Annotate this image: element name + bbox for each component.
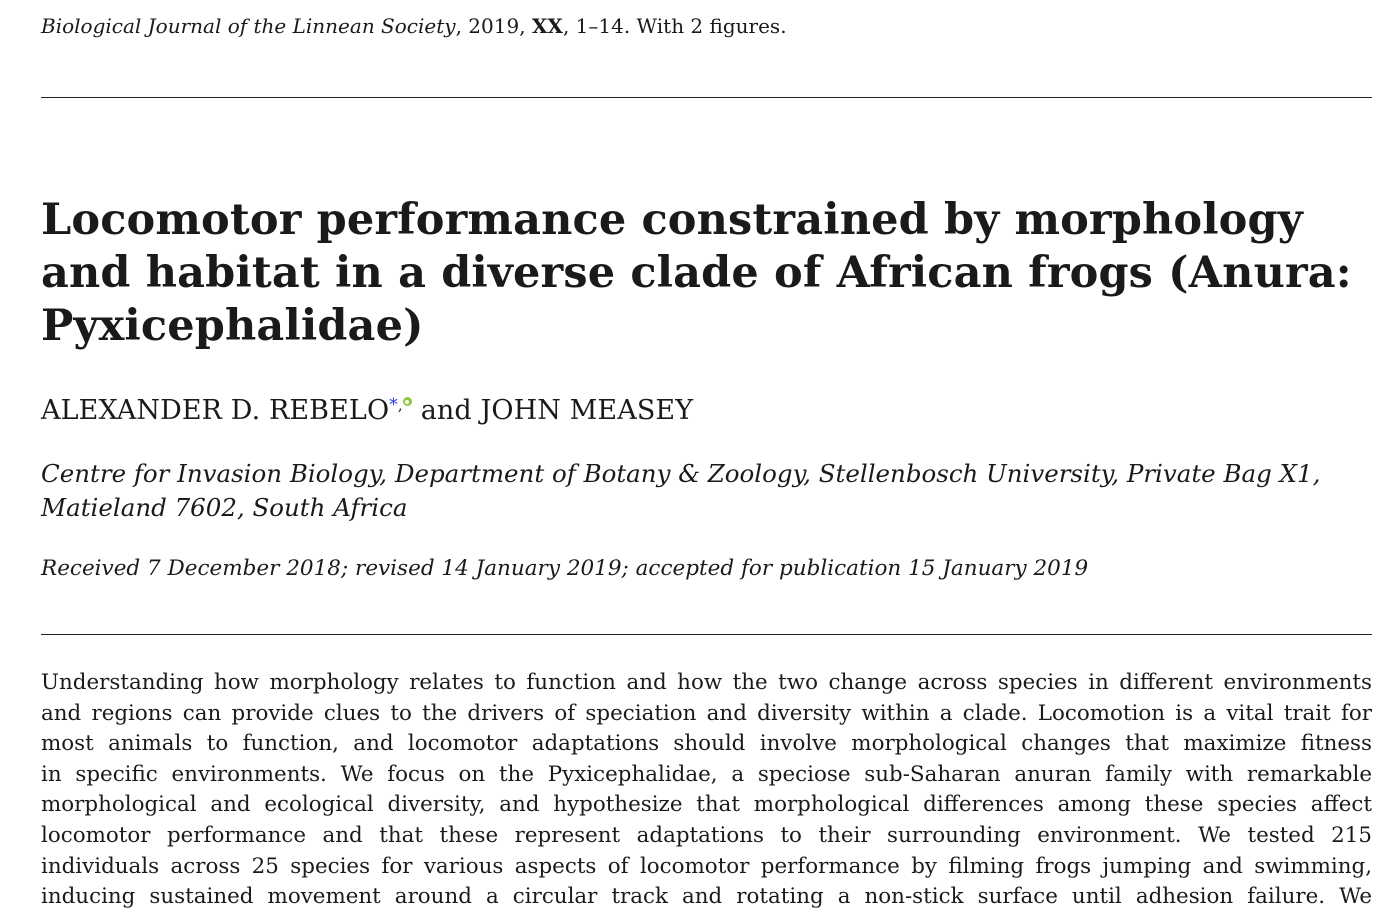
abstract-line: morphological and ecological diversity, and hypothesize that morphological differences among these species affect bbox=[41, 792, 1372, 818]
abstract-line: and regions can provide clues to the drivers of speciation and diversity within a clade. Locomotion is a vital trait for bbox=[41, 700, 1372, 726]
journal-name: Biological Journal of the Linnean Society bbox=[41, 14, 456, 38]
pages-figures: , 1–14. With 2 figures. bbox=[562, 14, 787, 38]
affiliation-line: Matieland 7602, South Africa bbox=[41, 493, 408, 522]
publication-dates: Received 7 December 2018; revised 14 January 2019; accepted for publication 15 January 2019 bbox=[41, 556, 1089, 581]
abstract-line: in specific environments. We focus on the Pyxicephalidae, a speciose sub-Saharan anuran family with remarkable bbox=[41, 761, 1372, 787]
abstract-line: individuals across 25 species for various aspects of locomotor performance by filming frogs jumping and swimming, bbox=[41, 853, 1372, 879]
title-line: and habitat in a diverse clade of African frogs (Anura: bbox=[41, 248, 1352, 298]
abstract-divider bbox=[41, 634, 1372, 635]
affiliation bbox=[41, 457, 1372, 525]
author-list bbox=[41, 395, 693, 426]
volume: XX bbox=[531, 14, 563, 38]
mark-separator: , bbox=[397, 396, 403, 414]
running-head bbox=[41, 14, 787, 38]
orcid-icon[interactable] bbox=[403, 397, 412, 406]
corresponding-author-mark[interactable]: * bbox=[389, 395, 398, 415]
abstract-line: inducing sustained movement around a circular track and rotating a non-stick surface until adhesion failure. We bbox=[41, 884, 1372, 910]
abstract-line: most animals to function, and locomotor adaptations should involve morphological changes that maximize fitness bbox=[41, 731, 1372, 757]
abstract bbox=[41, 668, 1372, 913]
affiliation-line: Centre for Invasion Biology, Department of Botany & Zoology, Stellenbosch University, Private Bag X1, bbox=[41, 459, 1321, 488]
abstract-line: Understanding how morphology relates to function and how the two change across species in different environments bbox=[41, 670, 1372, 695]
year: , 2019, bbox=[455, 14, 532, 38]
article-title bbox=[41, 194, 1372, 353]
title-line: Locomotor performance constrained by morphology bbox=[41, 195, 1303, 245]
author-joiner: and bbox=[420, 395, 472, 426]
header-divider bbox=[41, 97, 1372, 98]
author-name: JOHN MEASEY bbox=[480, 395, 694, 426]
abstract-line: locomotor performance and that these represent adaptations to their surrounding environment. We tested 215 bbox=[41, 822, 1372, 848]
title-line: Pyxicephalidae) bbox=[41, 301, 424, 351]
author-name: ALEXANDER D. REBELO bbox=[41, 395, 390, 426]
